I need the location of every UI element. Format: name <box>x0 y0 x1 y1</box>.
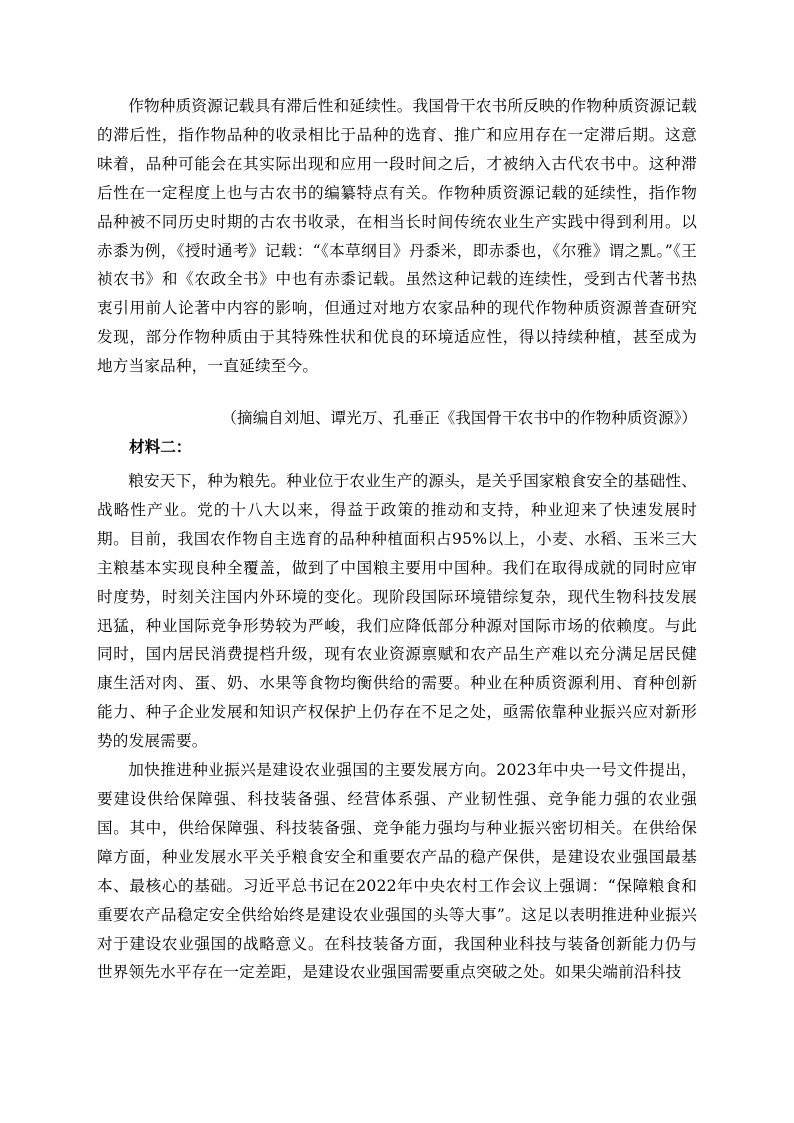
material-one-source-citation: （摘编自刘旭、谭光万、孔垂正《我国骨干农书中的作物种质资源》） <box>221 409 697 427</box>
material-one-paragraph: 作物种质资源记载具有滞后性和延续性。我国骨干农书所反映的作物种质资源记载的滞后性，指作物品种的收录相比于品种的选育、推广和应用存在一定滞后期。这意味着，品种可能会在其实际出现和应用一段时间之后，才被纳入古代农书中。这种滞后性在一定程度上也与古农书的编纂特点有关。作物种质资源记载的延续性，指作物品种被不同历史时期的古农书收录，在相当长时间传统农业生产实践中得到利用。以赤黍为例，《授时通考》记载：“《本草纲目》丹黍米，即赤黍也，《尔雅》谓之䵝。”《王祯农书》和《农政全书》中也有赤黍记载。虽然这种记载的连续性，受到古代著书热衷引用前人论著中内容的影响，但通过对地方农家品种的现代作物种质资源普查研究发现，部分作物种质由于其特殊性状和优良的环境适应性，得以持续种植，甚至成为地方当家品种，一直延续至今。 <box>97 97 697 376</box>
material-two-paragraph-2: 加快推进种业振兴是建设农业强国的主要发展方向。2023年中央一号文件提出，要建设供给保障强、科技装备强、经营体系强、产业韧性强、竞争能力强的农业强国。其中，供给保障强、科技装备强、竞争能力强均与种业振兴密切相关。在供给保障方面，种业发展水平关乎粮食安全和重要农产品的稳产保供，是建设农业强国最基本、最核心的基础。习近平总书记在2022年中央农村工作会议上强调：“保障粮食和重要农产品稳定安全供给始终是建设农业强国的头等大事”。这足以表明推进种业振兴对于建设农业强国的战略意义。在科技装备方面，我国种业科技与装备创新能力仍与世界领先水平存在一定差距，是建设农业强国需要重点突破之处。如果尖端前沿科技 <box>97 761 697 982</box>
material-two-paragraph-1: 粮安天下，种为粮先。种业位于农业生产的源头，是关乎国家粮食安全的基础性、战略性产业。党的十八大以来，得益于政策的推动和支持，种业迎来了快速发展时期。目前，我国农作物自主选育的品种种植面积占95%以上，小麦、水稻、玉米三大主粮基本实现良种全覆盖，做到了中国粮主要用中国种。我们在取得成就的同时应审时度势，时刻关注国内外环境的变化。现阶段国际环境错综复杂，现代生物科技发展迅猛，种业国际竞争形势较为严峻，我们应降低部分种源对国际市场的依赖度。与此同时，国内居民消费提档升级，现有农业资源禀赋和农产品生产难以充分满足居民健康生活对肉、蛋、奶、水果等食物均衡供给的需要。种业在种质资源利用、育种创新能力、种子企业发展和知识产权保护上仍存在不足之处，亟需依靠种业振兴应对新形势的发展需要。 <box>97 472 697 751</box>
material-two-heading: 材料二： <box>129 437 192 456</box>
material-two-section <box>97 467 697 987</box>
material-one-section <box>97 92 697 381</box>
